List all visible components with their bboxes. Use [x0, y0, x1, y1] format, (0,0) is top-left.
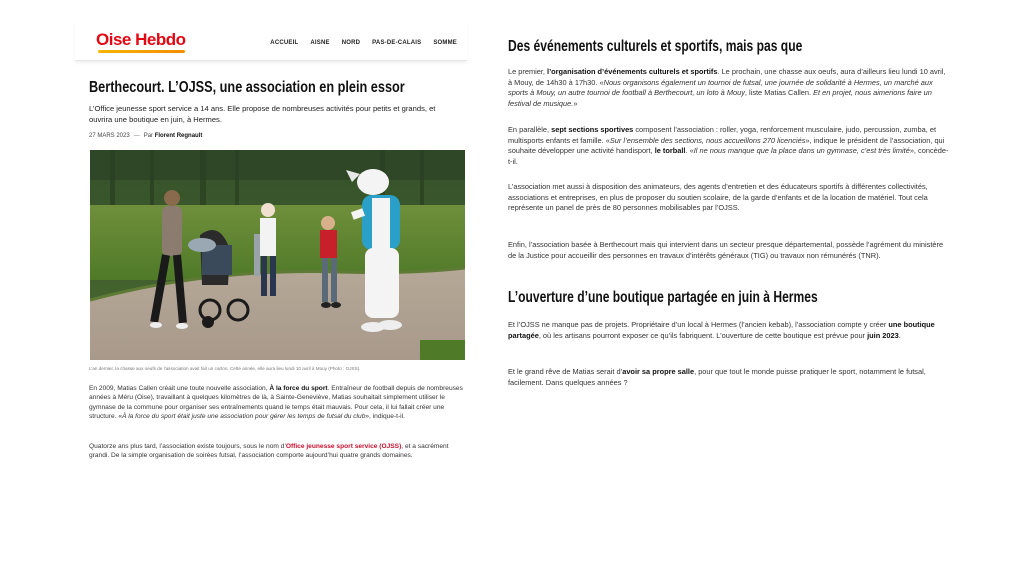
- paragraph-sections: En parallèle, sept sections sportives composent l’association : roller, yoga, renforcement musculaire, judo, percussion, zumba, et multisports enfants et famille. «Sur l’ensemble des sections, nous accueillons 270 licenciés», indique le président de l’association, qui souhaite développer une activité handisport, le torball. «Il ne nous manque que la place dans un gymnase, c’est très limité», concède-t-il.: [508, 125, 949, 166]
- paragraph-agrement: Enfin, l’association basée à Berthecourt mais qui intervient dans un secteur presque départemental, possède l’agrément du ministère de la Justice pour accueillir des personnes en travaux d’intérêts généraux (TIG) ou travaux non rémunérés (TNR).: [508, 240, 944, 260]
- paragraph-salle: Et le grand rêve de Matias serait d’avoir sa propre salle, pour que tout le monde puisse pratiquer le sport, notamment le futsal, facilement. Dans quelques années ?: [508, 367, 926, 387]
- article-screenshot: [75, 22, 467, 482]
- article-meta: 27 MARS 2023 — Par Florent Regnault: [89, 133, 203, 139]
- nav-item-somme[interactable]: SOMME: [433, 40, 457, 46]
- main-nav: [270, 40, 457, 46]
- section-heading-2: L’ouverture d’une boutique partagée en juin à Hermes: [508, 289, 818, 306]
- article-lead: L’Office jeunesse sport service a 14 ans. Elle propose de nombreuses activités pour petits et grands, et ouvrira une boutique en juin, à Hermes.: [89, 104, 436, 124]
- paragraph-events: Le premier, l’organisation d’événements culturels et sportifs. Le prochain, une chasse aux oeufs, aura d’ailleurs lieu lundi 10 avril, à Mouy, de 14h30 à 17h30. «Nous organisons également un tournoi de futsal, une journée de solidarité à Hermes, un marché aux sports à Mouy, un autre tournoi de football à Berthecourt, un loto à Mouy, liste Matias Callen. Et en projet, nous aimerions faire un festival de musique.»: [508, 67, 946, 108]
- paragraph-boutique: Et l’OJSS ne manque pas de projets. Propriétaire d’un local à Hermes (l’ancien kebab), l’association compte y créer une boutique partagée, où les artisans pourront exposer ce qu’ils fabriquent. L’ouverture de cette boutique est prévue pour juin 2023.: [508, 320, 935, 340]
- nav-item-aisne[interactable]: AISNE: [310, 40, 330, 46]
- article-title: Berthecourt. L’OJSS, une association en plein essor: [89, 79, 405, 96]
- article-author[interactable]: Florent Regnault: [154, 133, 203, 139]
- paragraph-services: L’association met aussi à disposition des animateurs, des agents d’entretien et des éducateurs sportifs à différentes collectivités, associations et entreprises, en plus de proposer du soutien scolaire, de la garde d’enfants et de la location de matériel. Tout cela représente un panel de près de 80 personnes mobilisables par l’OJSS.: [508, 182, 928, 213]
- logo-swoosh: [98, 50, 185, 53]
- article-paragraph-1: En 2009, Matias Callen créait une toute nouvelle association, À la force du sport. Entraîneur de football depuis de nombreuses années à Méru (Oise), travaillant à quelques kilomètres de là, à Sainte-Geneviève, Matias souhaitait simplement utiliser le gymnase de la commune pour organiser ses entraînements quand le temps était mauvais. Pour cela, il lui fallait créer une structure. «À la force du sport était juste une association pour gérer les temps de futsal du club», indique-t-il.: [89, 385, 463, 421]
- nav-item-pas-de-calais[interactable]: PAS-DE-CALAIS: [372, 40, 422, 46]
- nav-item-accueil[interactable]: ACCUEIL: [270, 40, 299, 46]
- site-logo[interactable]: Oise Hebdo: [96, 30, 185, 50]
- site-header: [75, 22, 467, 61]
- article-date: 27 MARS 2023: [89, 133, 130, 139]
- nav-item-nord[interactable]: NORD: [341, 40, 361, 46]
- section-heading-1: Des événements culturels et sportifs, mais pas que: [508, 38, 803, 55]
- article-photo: [90, 150, 465, 360]
- photo-caption: L’an dernier, la chasse aux oeufs de l’association avait fait un carton. Cette année, elle aura lieu lundi 10 avril à Mouy (Photo : OJSS).: [89, 366, 361, 371]
- article-paragraph-2: Quatorze ans plus tard, l’association existe toujours, sous le nom d’Office jeunesse sport service (OJSS), et a sacrément grandi. De la simple organisation de soirées futsal, l’association comporte aujourd’hui quatre grands domaines.: [89, 443, 449, 460]
- ojss-link[interactable]: Office jeunesse sport service (OJSS): [285, 443, 402, 450]
